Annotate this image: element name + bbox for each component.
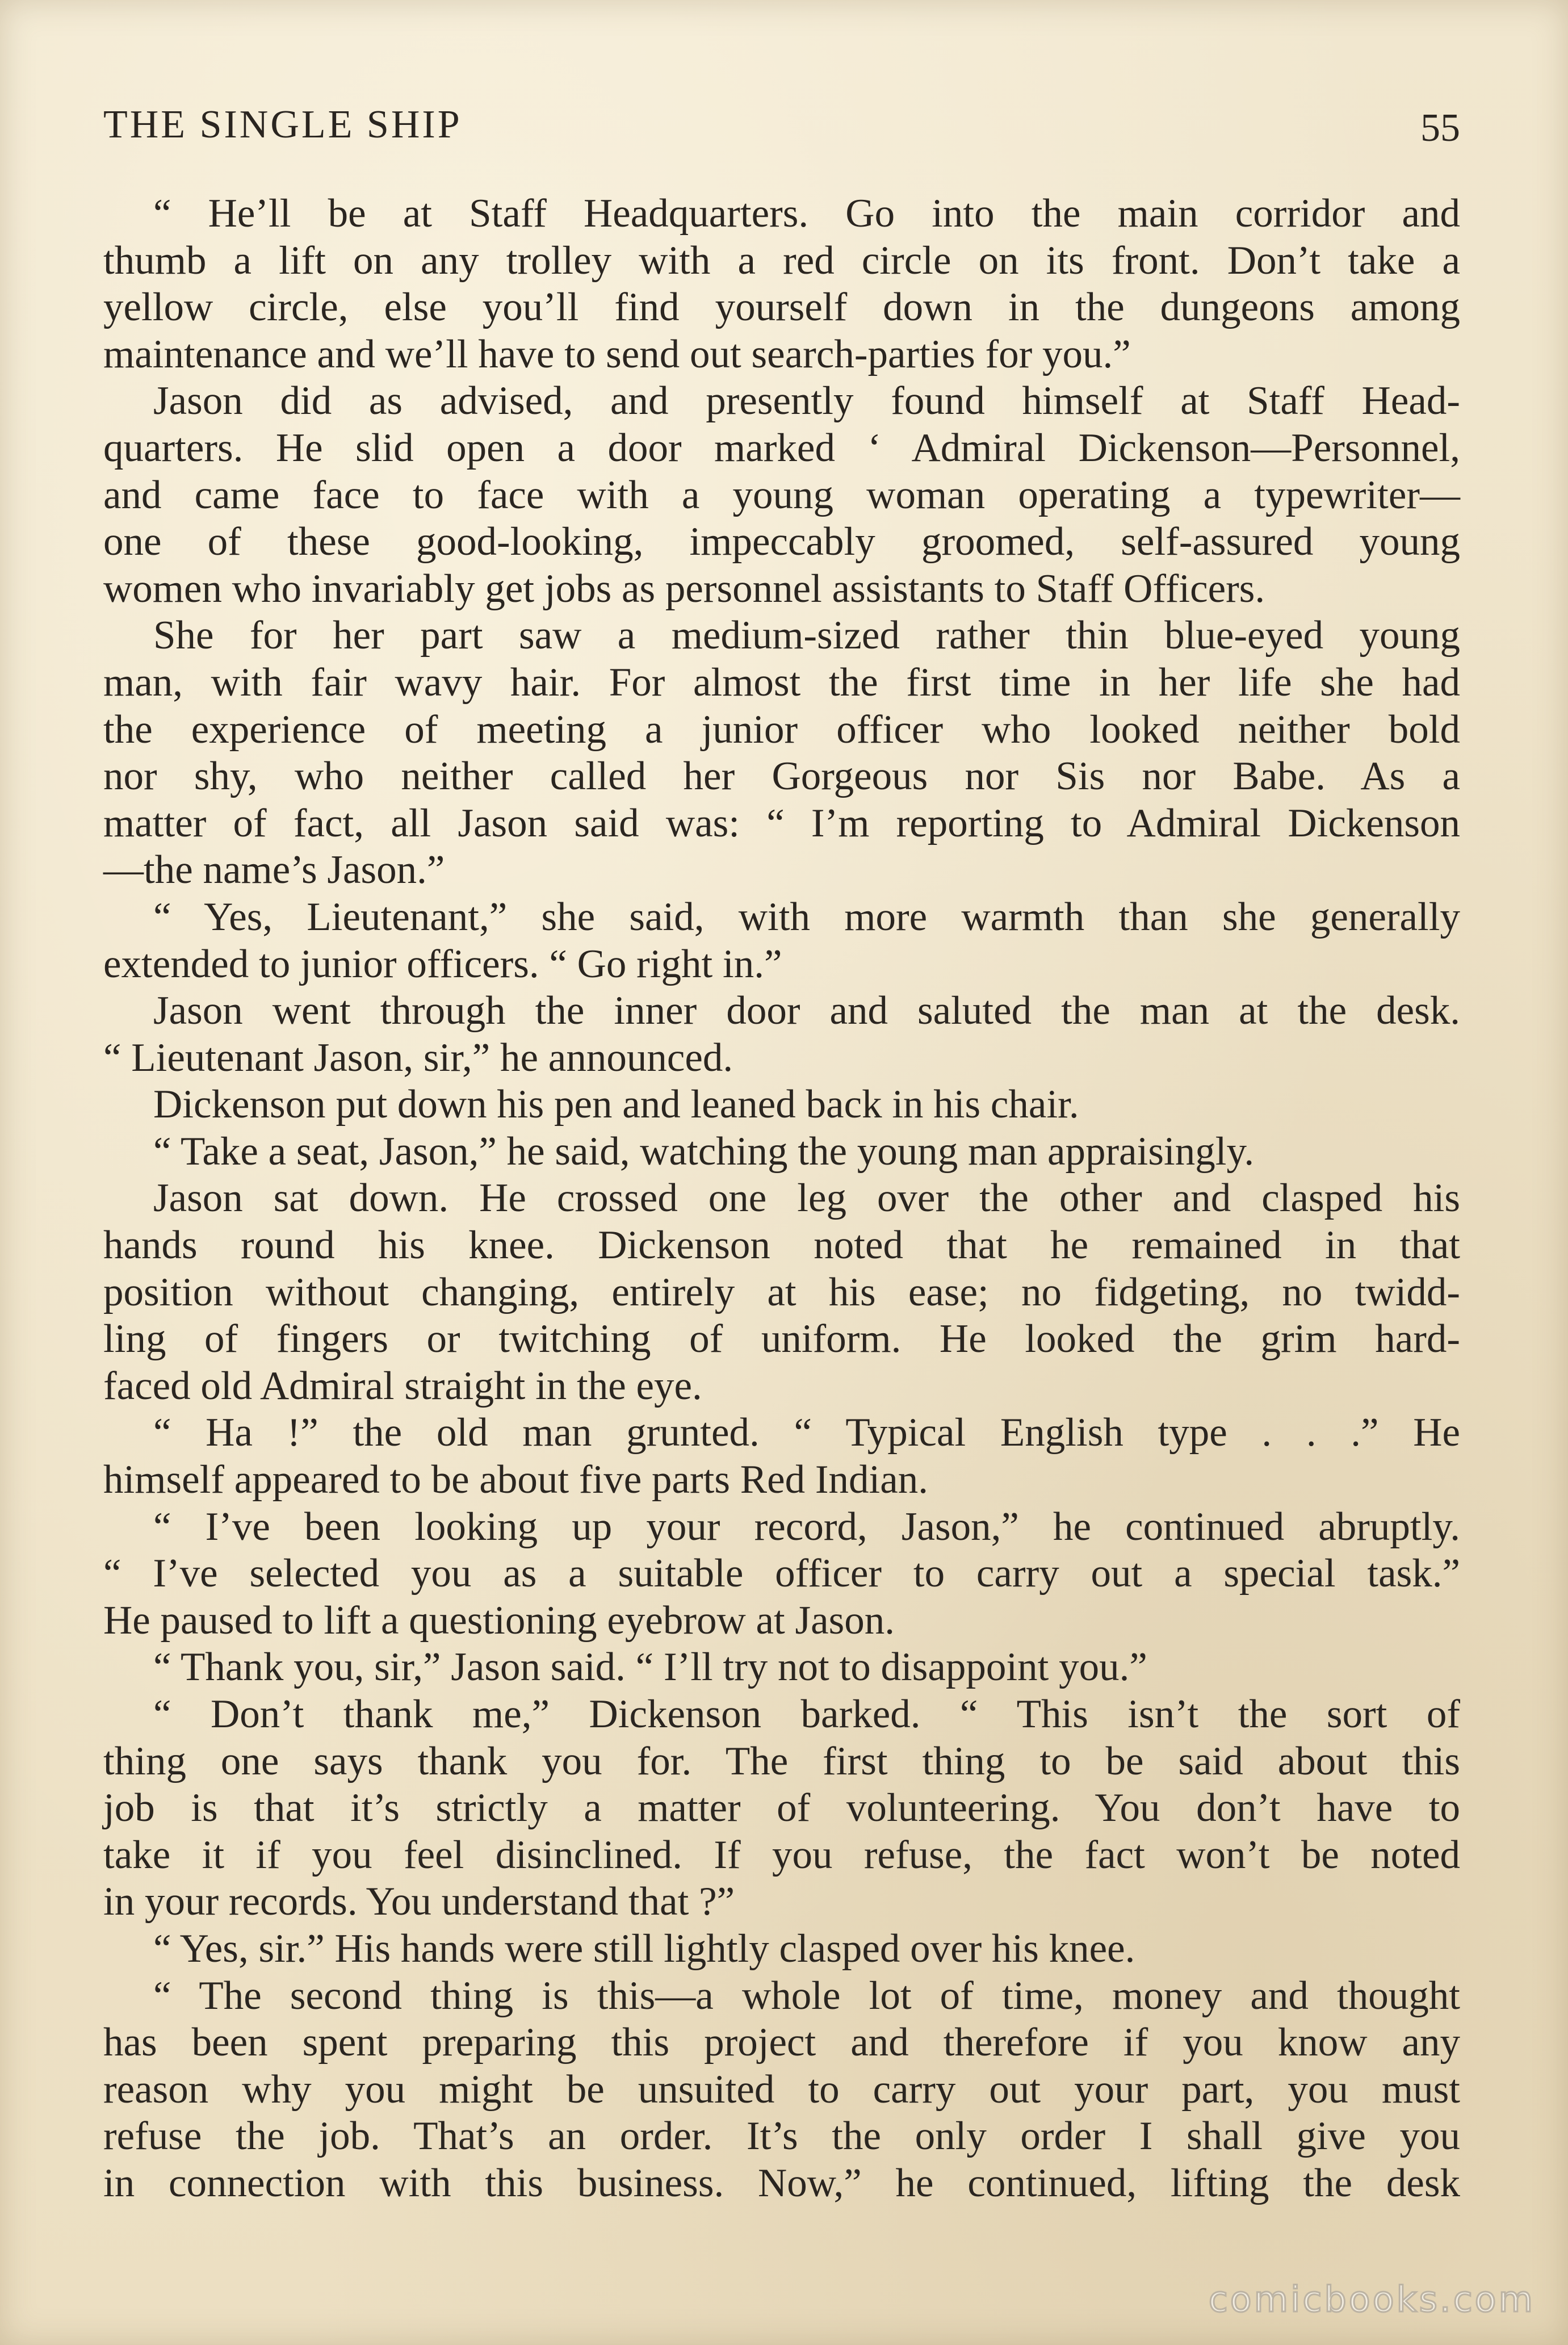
text-line: one of these good-looking, impeccably groomed, self-assured young: [103, 520, 1460, 564]
text-line: “ Yes, sir.” His hands were still lightly clasped over his knee.: [153, 1926, 1135, 1971]
text-line: in your records. You understand that ?”: [103, 1879, 735, 1924]
text-line: Jason went through the inner door and saluted the man at the desk.: [153, 989, 1460, 1033]
text-line: maintenance and we’ll have to send out search-parties for you.”: [103, 332, 1131, 376]
text-line: himself appeared to be about five parts Red Indian.: [103, 1458, 929, 1502]
text-line: refuse the job. That’s an order. It’s the only order I shall give you: [103, 2114, 1460, 2159]
text-line: and came face to face with a young woman operating a typewriter—: [103, 472, 1460, 517]
text-line: “ Take a seat, Jason,” he said, watching the young man appraisingly.: [153, 1129, 1255, 1174]
text-line: yellow circle, else you’ll find yourself down in the dungeons among: [103, 285, 1460, 330]
text-line: “ Ha !” the old man grunted. “ Typical English type . . .” He: [153, 1410, 1460, 1455]
text-line: “ The second thing is this—a whole lot of time, money and thought: [153, 1973, 1460, 2018]
text-line: —the name’s Jason.”: [103, 848, 445, 893]
text-line: thumb a lift on any trolley with a red circle on its front. Don’t take a: [103, 238, 1460, 283]
text-line: “ I’ve selected you as a suitable officer to carry out a special task.”: [103, 1551, 1460, 1596]
running-head: [103, 97, 1460, 153]
text-line: thing one says thank you for. The first thing to be said about this: [103, 1739, 1460, 1783]
body-text: [103, 190, 1460, 2207]
text-line: Dickenson put down his pen and leaned back in his chair.: [153, 1082, 1079, 1127]
text-line: position without changing, entirely at his ease; no fidgeting, no twidd-: [103, 1270, 1460, 1314]
text-line: the experience of meeting a junior officer who looked neither bold: [103, 707, 1460, 752]
text-line: faced old Admiral straight in the eye.: [103, 1363, 702, 1408]
text-line: man, with fair wavy hair. For almost the first time in her life she had: [103, 660, 1460, 705]
text-line: has been spent preparing this project and therefore if you know any: [103, 2020, 1460, 2065]
text-line: reason why you might be unsuited to carry out your part, you must: [103, 2067, 1460, 2112]
text-line: quarters. He slid open a door marked ‘ Admiral Dickenson—Personnel,: [103, 425, 1460, 470]
text-line: He paused to lift a questioning eyebrow at Jason.: [103, 1598, 895, 1643]
text-line: take it if you feel disinclined. If you refuse, the fact won’t be noted: [103, 1832, 1460, 1877]
text-line: women who invariably get jobs as personnel assistants to Staff Officers.: [103, 566, 1265, 611]
text-line: Jason did as advised, and presently found himself at Staff Head-: [153, 379, 1460, 424]
text-line: job is that it’s strictly a matter of volunteering. You don’t have to: [103, 1786, 1460, 1831]
text-line: Jason sat down. He crossed one leg over the other and clasped his: [153, 1176, 1460, 1221]
text-line: “ Don’t thank me,” Dickenson barked. “ This isn’t the sort of: [153, 1692, 1460, 1736]
text-line: “ He’ll be at Staff Headquarters. Go into the main corridor and: [153, 191, 1460, 236]
page-number: 55: [1420, 106, 1460, 150]
text-line: “ Thank you, sir,” Jason said. “ I’ll try not to disappoint you.”: [153, 1645, 1147, 1690]
text-line: matter of fact, all Jason said was: “ I’m reporting to Admiral Dickenson: [103, 801, 1460, 845]
text-line: ling of fingers or twitching of uniform. He looked the grim hard-: [103, 1317, 1460, 1362]
watermark: comicbooks.com: [1208, 2279, 1535, 2320]
text-line: She for her part saw a medium-sized rather thin blue-eyed young: [153, 613, 1460, 658]
text-line: hands round his knee. Dickenson noted that he remained in that: [103, 1223, 1460, 1268]
text-line: “ Lieutenant Jason, sir,” he announced.: [103, 1035, 733, 1080]
text-line: nor shy, who neither called her Gorgeous nor Sis nor Babe. As a: [103, 754, 1460, 799]
text-line: in connection with this business. Now,” he continued, lifting the desk: [103, 2160, 1460, 2205]
text-line: “ Yes, Lieutenant,” she said, with more warmth than she generally: [153, 894, 1460, 939]
running-title: THE SINGLE SHIP: [103, 103, 462, 146]
text-line: extended to junior officers. “ Go right in.”: [103, 941, 782, 986]
text-line: “ I’ve been looking up your record, Jason,” he continued abruptly.: [153, 1504, 1460, 1549]
